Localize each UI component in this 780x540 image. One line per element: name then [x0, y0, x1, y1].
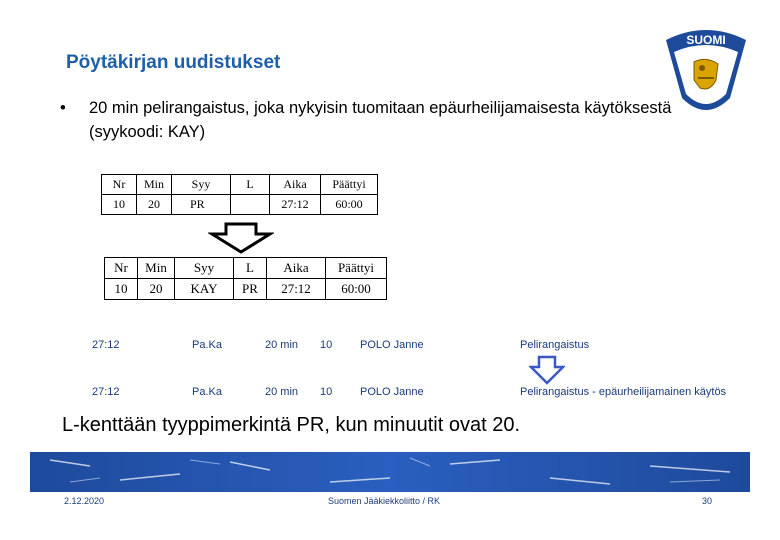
header-cell: Syy: [172, 175, 231, 195]
penalty-player: POLO Janne: [360, 339, 424, 351]
header-cell: Aika: [270, 175, 321, 195]
header-cell: Nr: [105, 258, 138, 279]
header-cell: Syy: [175, 258, 234, 279]
cell: 20: [137, 195, 172, 215]
cell: 27:12: [267, 279, 326, 300]
header-cell: Päättyi: [326, 258, 387, 279]
penalty-reason: Pelirangaistus - epäurheilijamainen käytös: [520, 386, 727, 398]
table-after: [104, 257, 387, 300]
cell: 60:00: [321, 195, 378, 215]
table-header-row: [102, 175, 378, 195]
cell: 10: [105, 279, 138, 300]
footer-page-number: 30: [702, 496, 713, 506]
penalty-reason: Pelirangaistus: [520, 339, 590, 351]
table-header-row: [105, 258, 387, 279]
penalty-player: POLO Janne: [360, 386, 424, 398]
explanation-text: L-kenttään tyyppimerkintä PR, kun minuutit ovat 20.: [62, 414, 521, 436]
bullet-marker: •: [60, 99, 66, 117]
penalty-team: Pa.Ka: [192, 386, 222, 398]
slide-title: Pöytäkirjan uudistukset: [66, 52, 281, 73]
cell: 20: [138, 279, 175, 300]
header-cell: L: [231, 175, 270, 195]
table-row: [105, 279, 387, 300]
penalty-number: 10: [320, 339, 333, 351]
table-row: [102, 195, 378, 215]
cell: 10: [102, 195, 137, 215]
bullet-text: 20 min pelirangaistus, joka nykyisin tuomitaan epäurheilijamaisesta käytöksestä (syykoodi: KAY): [89, 99, 672, 141]
cell: [231, 195, 270, 215]
penalty-time: 27:12: [92, 339, 120, 351]
penalty-minutes: 20 min: [265, 386, 299, 398]
penalty-time: 27:12: [92, 386, 120, 398]
header-cell: Min: [137, 175, 172, 195]
down-arrow-icon: [529, 355, 565, 385]
footer-organization: Suomen Jääkiekkoliitto / RK: [328, 496, 441, 506]
header-cell: L: [234, 258, 267, 279]
footer-date: 2.12.2020: [64, 496, 105, 506]
cell: KAY: [175, 279, 234, 300]
cell: 27:12: [270, 195, 321, 215]
penalty-minutes: 20 min: [265, 339, 299, 351]
header-cell: Aika: [267, 258, 326, 279]
header-cell: Nr: [102, 175, 137, 195]
bullet-item: [60, 96, 700, 144]
cell: PR: [234, 279, 267, 300]
down-arrow-icon: [208, 222, 274, 254]
penalty-number: 10: [320, 386, 333, 398]
cell: PR: [172, 195, 231, 215]
penalty-team: Pa.Ka: [192, 339, 222, 351]
logo-text: SUOMI: [686, 33, 726, 47]
table-before: [101, 174, 378, 215]
cell: 60:00: [326, 279, 387, 300]
header-cell: Min: [138, 258, 175, 279]
header-cell: Päättyi: [321, 175, 378, 195]
ice-band-decoration: [30, 452, 750, 492]
